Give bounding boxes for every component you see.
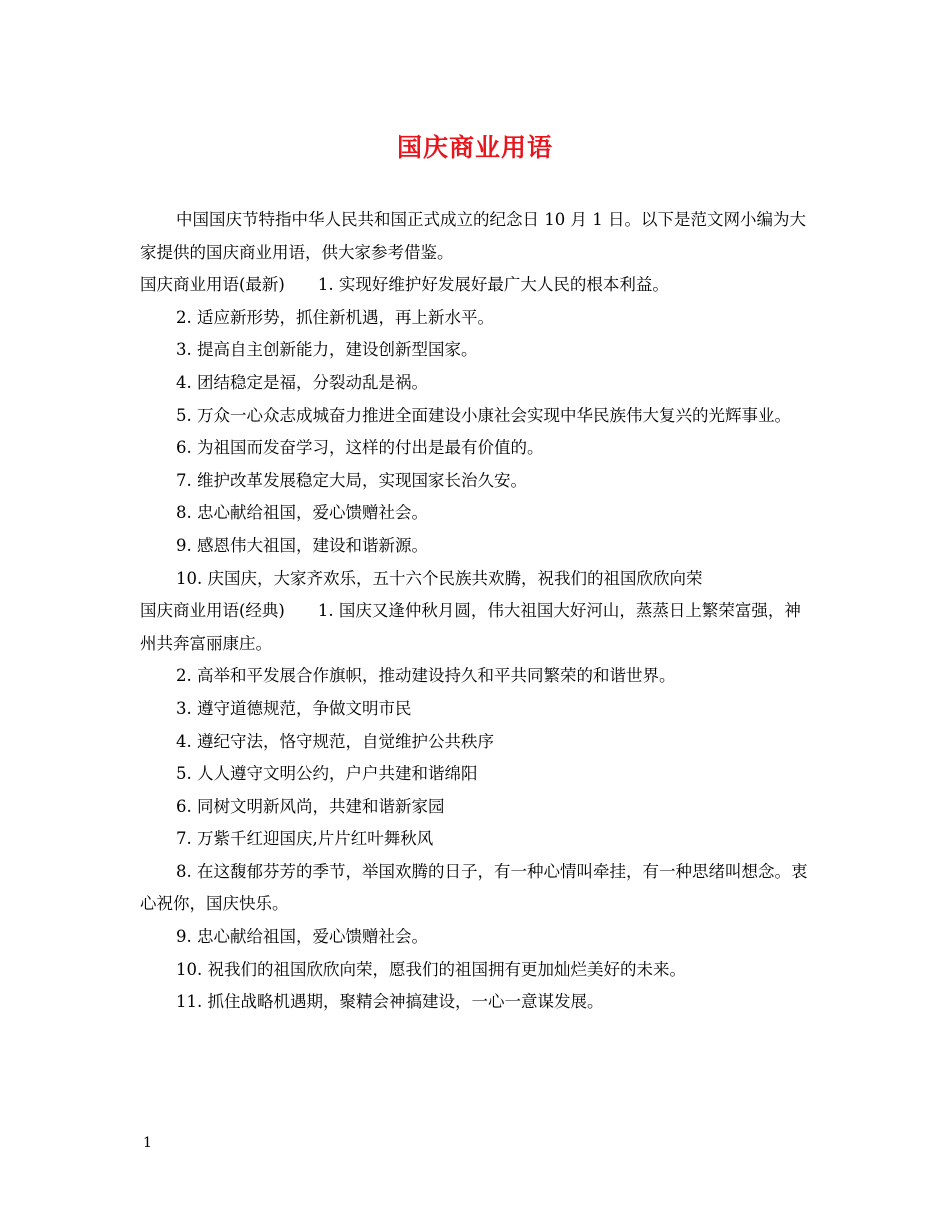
paragraph: 4. 团结稳定是福，分裂动乱是祸。 xyxy=(176,372,428,392)
paragraph: 中国国庆节特指中华人民共和国正式成立的纪念日 10 月 1 日。以下是范文网小编为大家提供的国庆商业用语，供大家参考借鉴。 xyxy=(140,210,806,262)
paragraph: 8. 在这馥郁芬芳的季节，举国欢腾的日子，有一种心情叫牵挂，有一种思绪叫想念。衷心祝你，国庆快乐。 xyxy=(140,861,808,914)
paragraph: 4. 遵纪守法，恪守规范，自觉维护公共秩序 xyxy=(176,731,494,751)
paragraph: 9. 感恩伟大祖国，建设和谐新源。 xyxy=(176,535,428,555)
paragraph: 2. 高举和平发展合作旗帜，推动建设持久和平共同繁荣的和谐世界。 xyxy=(176,666,676,686)
paragraph: 5. 人人遵守文明公约，户户共建和谐绵阳 xyxy=(176,764,478,784)
paragraph: 7. 维护改革发展稳定大局，实现国家长治久安。 xyxy=(176,470,527,490)
paragraph: 10. 祝我们的祖国欣欣向荣，愿我们的祖国拥有更加灿烂美好的未来。 xyxy=(176,959,686,979)
document-title: 国庆商业用语 xyxy=(396,133,553,162)
paragraph: 5. 万众一心众志成城奋力推进全面建设小康社会实现中华民族伟大复兴的光辉事业。 xyxy=(176,405,791,425)
paragraph: 3. 提高自主创新能力，建设创新型国家。 xyxy=(176,340,478,360)
paragraph: 6. 为祖国而发奋学习，这样的付出是最有价值的。 xyxy=(176,438,544,458)
paragraph: 国庆商业用语(经典) 1. 国庆又逢仲秋月圆，伟大祖国大好河山，蒸蒸日上繁荣富强，神州共奔富丽康庄。 xyxy=(140,601,801,653)
document-body xyxy=(140,204,812,1019)
page-number: 1 xyxy=(143,1135,152,1151)
paragraph: 8. 忠心献给祖国，爱心馈赠社会。 xyxy=(176,503,428,523)
paragraph: 7. 万紫千红迎国庆,片片红叶舞秋风 xyxy=(176,829,434,849)
paragraph: 10. 庆国庆，大家齐欢乐，五十六个民族共欢腾，祝我们的祖国欣欣向荣 xyxy=(176,568,703,588)
paragraph: 6. 同树文明新风尚，共建和谐新家园 xyxy=(176,796,445,816)
paragraph: 9. 忠心献给祖国，爱心馈赠社会。 xyxy=(176,927,428,947)
paragraph: 3. 遵守道德规范，争做文明市民 xyxy=(176,698,412,718)
paragraph: 国庆商业用语(最新) 1. 实现好维护好发展好最广大人民的根本利益。 xyxy=(140,275,669,295)
paragraph: 11. 抓住战略机遇期，聚精会神搞建设，一心一意谋发展。 xyxy=(176,992,604,1012)
paragraph: 2. 适应新形势，抓住新机遇，再上新水平。 xyxy=(176,307,494,327)
